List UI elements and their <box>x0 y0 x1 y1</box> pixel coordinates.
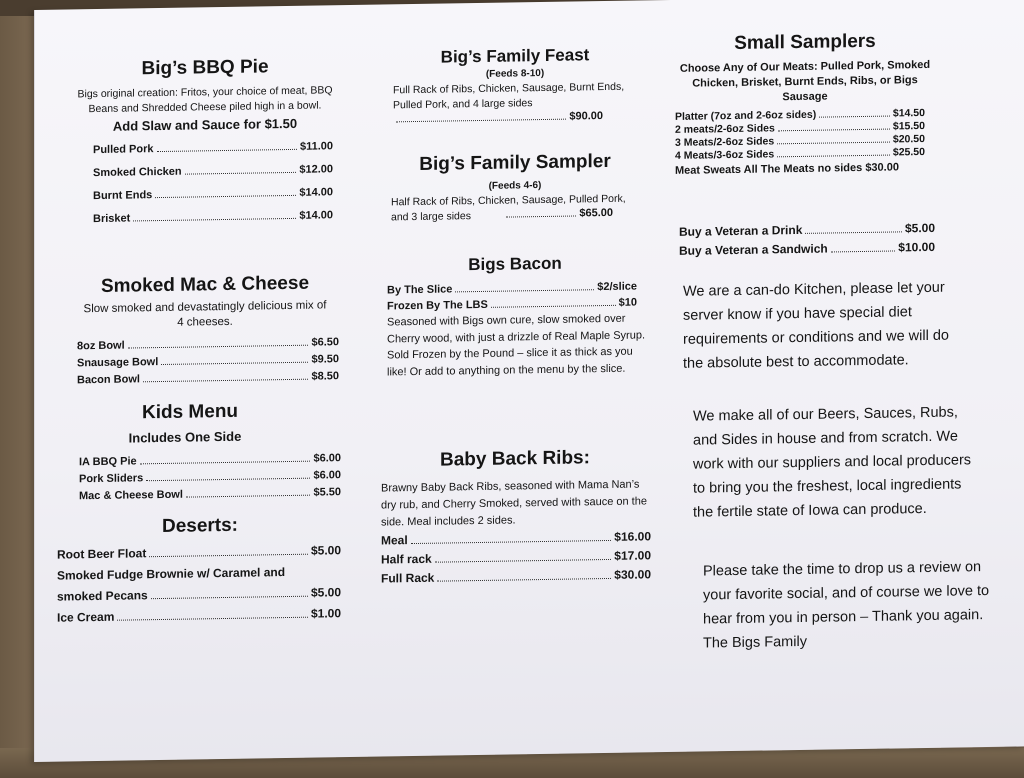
section-description: Seasoned with Bigs own cure, slow smoked over Cherry wood, with just a drizzle of Real Maple Syrup. Sold Frozen by the Pound – slice it as thick as you like! Or add to anything on the menu by the slice. <box>387 312 645 378</box>
section-description: Full Rack of Ribs, Chicken, Sausage, Burnt Ends, Pulled Pork, and 4 large sides <box>393 80 625 112</box>
menu-item: Pork Sliders $6.00 <box>79 469 341 486</box>
menu-item: Brisket $14.00 <box>93 209 333 226</box>
section-subtitle: Includes One Side <box>128 428 242 446</box>
menu-item: By The Slice $2/slice <box>387 280 637 297</box>
menu-item: Smoked Fudge Brownie w/ Caramel and <box>57 565 286 583</box>
section-description: Brawny Baby Back Ribs, seasoned with Mama Nan’s dry rub, and Cherry Smoked, served with sauce on the side. Meal includes 2 sides. <box>381 478 647 529</box>
note-can-do-kitchen: We are a can-do Kitchen, please let your server know if you have special diet requirements or conditions and we will do the absolute best to accommodate. <box>683 279 949 372</box>
menu-item-price: $90.00 <box>393 110 603 125</box>
section-title: Kids Menu <box>141 400 239 424</box>
menu-item: smoked Pecans $5.00 <box>57 585 341 604</box>
section-family-feast <box>375 44 655 125</box>
section-mac-cheese <box>55 272 355 387</box>
menu-item: Snausage Bowl $9.50 <box>77 353 339 370</box>
menu-sheet <box>34 0 1024 762</box>
menu-item: Root Beer Float $5.00 <box>57 543 341 562</box>
section-family-sampler <box>375 150 655 222</box>
menu-item: Full Rack $30.00 <box>381 567 651 586</box>
addon-note: Add Slaw and Sauce for $1.50 <box>112 115 298 134</box>
section-description: Bigs original creation: Fritos, your choice of meat, BBQ Beans and Shredded Cheese piled high in a bowl. <box>77 84 333 116</box>
section-kids-menu <box>55 399 355 503</box>
section-baby-back-ribs <box>375 446 655 585</box>
feeds-note: (Feeds 4-6) <box>488 180 542 192</box>
meat-sweats-item: Meat Sweats All The Meats no sides $30.00 <box>675 161 899 177</box>
section-deserts <box>55 513 355 625</box>
menu-item: Bacon Bowl $8.50 <box>77 370 339 387</box>
feeds-note: (Feeds 8-10) <box>485 67 545 80</box>
section-title: Big’s Family Sampler <box>419 150 611 175</box>
note-review-request: Please take the time to drop us a review on your favorite social, and of course we love to hear from you in person – Thank you again. The Bigs Family <box>703 559 990 652</box>
section-description: Half Rack of Ribs, Chicken, Sausage, Pulled Pork, and 3 large sides <box>391 192 626 224</box>
section-description: Choose Any of Our Meats: Pulled Pork, Smoked Chicken, Brisket, Burnt Ends, Ribs, or Bigs Sausage <box>679 58 931 104</box>
menu-item: Buy a Veteran a Drink $5.00 <box>679 220 935 239</box>
section-bbq-pie <box>55 55 355 226</box>
menu-item: Half rack $17.00 <box>381 548 651 567</box>
menu-item: Frozen By The LBS $10 <box>387 296 637 313</box>
section-title: Big’s Family Feast <box>440 45 590 67</box>
menu-item: IA BBQ Pie $6.00 <box>79 452 341 469</box>
menu-item: 8oz Bowl $6.50 <box>77 336 339 353</box>
section-description: Slow smoked and devastatingly delicious mix of 4 cheeses. <box>83 299 327 329</box>
section-title: Big’s BBQ Pie <box>141 56 269 80</box>
menu-item: 3 Meats/2-6oz Sides $20.50 <box>675 133 925 149</box>
menu-item: 2 meats/2-6oz Sides $15.50 <box>675 120 925 136</box>
menu-item: Smoked Chicken $12.00 <box>93 163 333 180</box>
section-title: Smoked Mac & Cheese <box>100 272 310 297</box>
section-small-samplers <box>675 30 935 177</box>
menu-item: Mac & Cheese Bowl $5.50 <box>79 486 341 503</box>
note-house-made: We make all of our Beers, Sauces, Rubs, and Sides in house and from scratch. We work with our suppliers and local producers to bring you the freshest, local ingredients the fertile state of Iowa can produce. <box>693 404 972 521</box>
section-veteran <box>679 221 935 258</box>
section-title: Baby Back Ribs: <box>440 447 590 471</box>
menu-item: Pulled Pork $11.00 <box>93 140 333 157</box>
menu-item: Ice Cream $1.00 <box>57 606 341 625</box>
menu-item: 4 Meats/3-6oz Sides $25.50 <box>675 146 925 162</box>
section-title: Small Samplers <box>734 30 876 54</box>
section-bigs-bacon <box>375 252 655 380</box>
menu-item-price: $65.00 <box>503 207 613 221</box>
menu-item: Burnt Ends $14.00 <box>93 186 333 203</box>
section-title: Deserts: <box>161 514 239 537</box>
menu-item: Meal $16.00 <box>381 529 651 548</box>
menu-item: Platter (7oz and 2-6oz sides) $14.50 <box>675 107 925 123</box>
menu-item: Buy a Veteran a Sandwich $10.00 <box>679 239 935 258</box>
section-title: Bigs Bacon <box>468 253 562 275</box>
